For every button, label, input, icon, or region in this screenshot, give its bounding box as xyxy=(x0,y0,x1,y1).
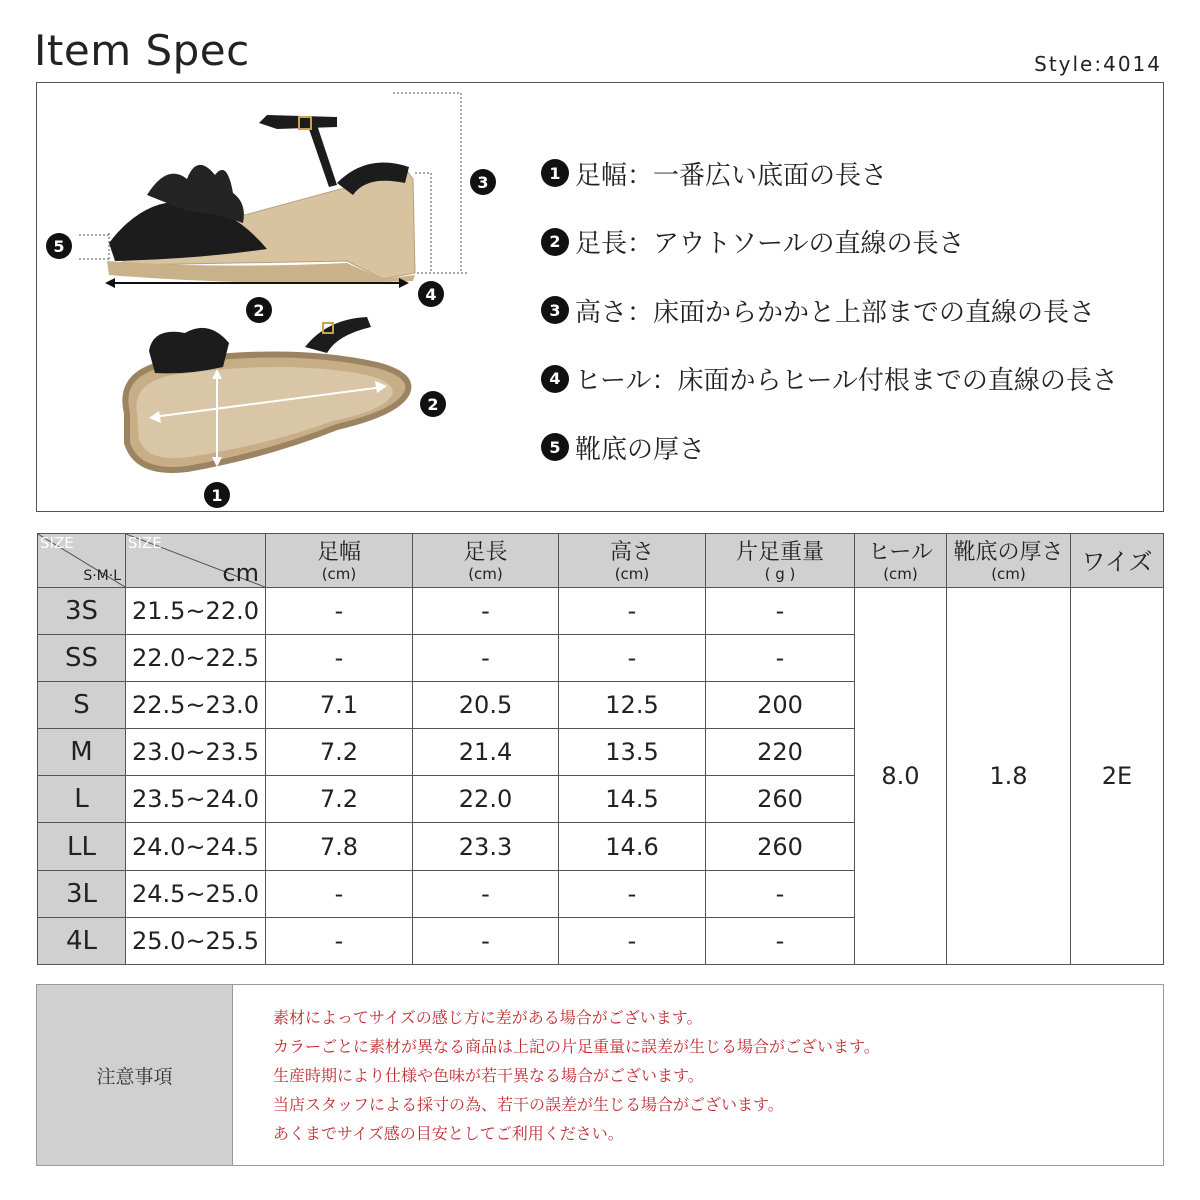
number-1-icon: 1 xyxy=(541,159,569,187)
width-cell: - xyxy=(266,917,413,964)
sole-cell: 1.8 xyxy=(947,588,1071,965)
height-cell: - xyxy=(559,870,706,917)
length-cell: 23.3 xyxy=(413,823,559,870)
badge-1-label: 1 xyxy=(211,486,223,505)
legend-item xyxy=(541,208,1161,277)
height-cell: - xyxy=(559,635,706,682)
badge-4-label: 4 xyxy=(425,285,437,304)
legend-item xyxy=(541,413,1161,482)
badge-2-label: 2 xyxy=(253,301,265,320)
length-cell: - xyxy=(413,917,559,964)
length-cell: - xyxy=(413,870,559,917)
header-size-label: SIZE xyxy=(40,534,74,552)
width-cell: 7.1 xyxy=(266,682,413,729)
weight-cell: 260 xyxy=(706,823,855,870)
weight-cell: 200 xyxy=(706,682,855,729)
style-number: Style:4014 xyxy=(1034,52,1162,76)
length-cell: - xyxy=(413,635,559,682)
spec-panel xyxy=(36,82,1164,512)
legend-item xyxy=(541,276,1161,345)
size-cell: 4L xyxy=(38,917,126,964)
header-wise: ワイズ xyxy=(1071,534,1164,588)
header-heel: ヒール (cm) xyxy=(855,534,947,588)
note-line: カラーごとに素材が異なる商品は上記の片足重量に誤差が生じる場合がございます。 xyxy=(273,1037,880,1056)
header-weight: 片足重量 ( g ) xyxy=(706,534,855,588)
size-cell: SS xyxy=(38,635,126,682)
header-sole: 靴底の厚さ (cm) xyxy=(947,534,1071,588)
legend-item xyxy=(541,139,1161,208)
size-cell: LL xyxy=(38,823,126,870)
cm-cell: 25.0~25.5 xyxy=(126,917,266,964)
width-cell: - xyxy=(266,870,413,917)
header-cm-label: cm xyxy=(222,559,259,587)
number-3-icon: 3 xyxy=(541,296,569,324)
number-2-icon: 2 xyxy=(541,228,569,256)
height-cell: 14.5 xyxy=(559,776,706,823)
legend-text: 高さ：床面からかかと上部までの直線の長さ xyxy=(575,297,1096,328)
weight-cell: - xyxy=(706,917,855,964)
weight-cell: 220 xyxy=(706,729,855,776)
height-cell: - xyxy=(559,917,706,964)
heel-cell: 8.0 xyxy=(855,588,947,965)
page-title: Item Spec xyxy=(34,26,250,75)
header-width: 足幅 (cm) xyxy=(266,534,413,588)
wise-cell: 2E xyxy=(1071,588,1164,965)
size-cell: M xyxy=(38,729,126,776)
length-cell: 20.5 xyxy=(413,682,559,729)
size-table xyxy=(37,533,1164,965)
notes-label: 注意事項 xyxy=(37,985,233,1165)
table-row xyxy=(38,588,1164,635)
note-line: 素材によってサイズの感じ方に差がある場合がございます。 xyxy=(273,1008,703,1027)
legend-text: 足幅：一番広い底面の長さ xyxy=(575,160,888,191)
length-cell: - xyxy=(413,588,559,635)
number-4-icon: 4 xyxy=(541,365,569,393)
legend-text: ヒール：床面からヒール付根までの直線の長さ xyxy=(575,366,1118,397)
header-size-cm xyxy=(126,534,266,588)
cm-cell: 22.5~23.0 xyxy=(126,682,266,729)
size-cell: 3L xyxy=(38,870,126,917)
number-5-icon: 5 xyxy=(541,433,569,461)
badge-2b-label: 2 xyxy=(427,395,439,414)
table-header-row xyxy=(38,534,1164,588)
note-line: 生産時期により仕様や色味が若干異なる場合がございます。 xyxy=(273,1066,704,1085)
header-size-label: SIZE xyxy=(128,534,162,552)
header-sml-label: S·M·L xyxy=(83,568,121,584)
note-line: 当店スタッフによる採寸の為、若干の誤差が生じる場合がございます。 xyxy=(273,1095,784,1114)
header-size-sml xyxy=(38,534,126,588)
cm-cell: 23.0~23.5 xyxy=(126,729,266,776)
size-cell: S xyxy=(38,682,126,729)
width-cell: 7.8 xyxy=(266,823,413,870)
header-height: 高さ (cm) xyxy=(559,534,706,588)
shoe-diagram xyxy=(37,83,517,513)
legend-item xyxy=(541,345,1161,414)
size-cell: L xyxy=(38,776,126,823)
shoe-bottom-view xyxy=(125,317,408,470)
height-cell: 12.5 xyxy=(559,682,706,729)
width-cell: 7.2 xyxy=(266,776,413,823)
length-cell: 21.4 xyxy=(413,729,559,776)
badge-3-label: 3 xyxy=(477,173,489,192)
height-cell: - xyxy=(559,588,706,635)
shoe-side-view xyxy=(79,93,467,288)
cm-cell: 24.0~24.5 xyxy=(126,823,266,870)
cm-cell: 22.0~22.5 xyxy=(126,635,266,682)
height-cell: 14.6 xyxy=(559,823,706,870)
weight-cell: - xyxy=(706,635,855,682)
weight-cell: - xyxy=(706,870,855,917)
notes-body xyxy=(233,985,1163,1165)
measurement-legend xyxy=(541,139,1161,482)
weight-cell: 260 xyxy=(706,776,855,823)
header-length: 足長 (cm) xyxy=(413,534,559,588)
weight-cell: - xyxy=(706,588,855,635)
cm-cell: 23.5~24.0 xyxy=(126,776,266,823)
cm-cell: 24.5~25.0 xyxy=(126,870,266,917)
width-cell: - xyxy=(266,635,413,682)
notes-panel xyxy=(36,984,1164,1166)
width-cell: - xyxy=(266,588,413,635)
badge-5-label: 5 xyxy=(53,237,65,256)
cm-cell: 21.5~22.0 xyxy=(126,588,266,635)
length-cell: 22.0 xyxy=(413,776,559,823)
legend-text: 靴底の厚さ xyxy=(575,434,706,465)
size-cell: 3S xyxy=(38,588,126,635)
height-cell: 13.5 xyxy=(559,729,706,776)
note-line: あくまでサイズ感の目安としてご利用ください。 xyxy=(273,1124,624,1143)
legend-text: 足長：アウトソールの直線の長さ xyxy=(575,229,965,260)
width-cell: 7.2 xyxy=(266,729,413,776)
